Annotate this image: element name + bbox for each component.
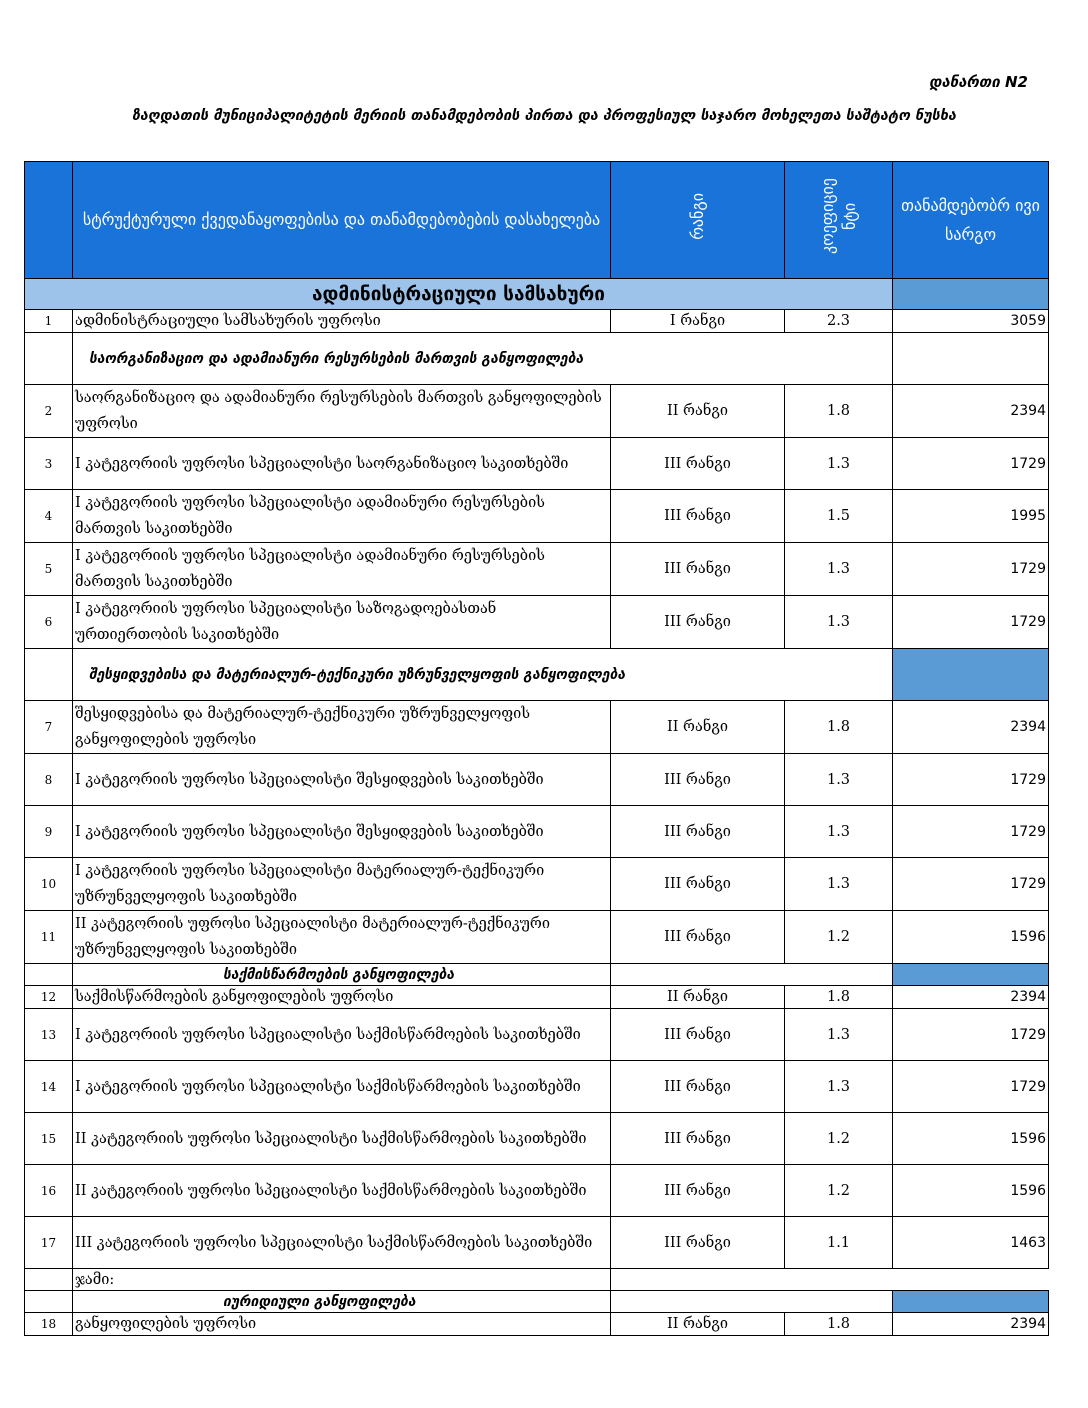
position-name: I კატეგორიის უფროსი სპეციალისტი საორგანიზაციო საკითხებში bbox=[73, 438, 611, 490]
position-rank: I რანგი bbox=[611, 310, 785, 333]
position-coefficient: 1.3 bbox=[785, 806, 893, 858]
row-number: 13 bbox=[25, 1009, 73, 1061]
position-name: II კატეგორიის უფროსი სპეციალისტი საქმისწარმოების საკითხებში bbox=[73, 1113, 611, 1165]
position-coefficient: 2.3 bbox=[785, 310, 893, 333]
position-salary: 1729 bbox=[893, 543, 1049, 596]
row-number: 11 bbox=[25, 911, 73, 964]
row-number: 8 bbox=[25, 754, 73, 806]
total-label: ჯამი: bbox=[73, 1269, 611, 1291]
position-rank: II რანგი bbox=[611, 986, 785, 1009]
table-row bbox=[25, 310, 1049, 333]
header-coef-label: კოეფიციე ნტი bbox=[817, 178, 859, 254]
row-number: 15 bbox=[25, 1113, 73, 1165]
position-rank: II რანგი bbox=[611, 701, 785, 754]
section-title: შესყიდვებისა და მატერიალურ-ტექნიკური უზრუნველყოფის განყოფილება bbox=[73, 649, 893, 701]
position-name: I კატეგორიის უფროსი სპეციალისტი მატერიალურ-ტექნიკური უზრუნველყოფის საკითხებში bbox=[73, 858, 611, 911]
position-salary: 1729 bbox=[893, 1009, 1049, 1061]
position-salary: 2394 bbox=[893, 1313, 1049, 1336]
position-coefficient: 1.2 bbox=[785, 911, 893, 964]
position-coefficient: 1.3 bbox=[785, 858, 893, 911]
position-salary: 1729 bbox=[893, 858, 1049, 911]
position-salary: 1729 bbox=[893, 1061, 1049, 1113]
position-rank: III რანგი bbox=[611, 858, 785, 911]
position-salary: 1463 bbox=[893, 1217, 1049, 1269]
position-rank: II რანგი bbox=[611, 385, 785, 438]
position-name: ადმინისტრაციული სამსახურის უფროსი bbox=[73, 310, 611, 333]
table-row bbox=[25, 1113, 1049, 1165]
position-rank: III რანგი bbox=[611, 490, 785, 543]
position-coefficient: 1.3 bbox=[785, 754, 893, 806]
position-coefficient: 1.8 bbox=[785, 701, 893, 754]
position-rank: III რანგი bbox=[611, 596, 785, 649]
position-name: საორგანიზაციო და ადამიანური რესურსების მართვის განყოფილების უფროსი bbox=[73, 385, 611, 438]
total-row bbox=[25, 1269, 1049, 1291]
table-row bbox=[25, 385, 1049, 438]
row-number: 10 bbox=[25, 858, 73, 911]
position-coefficient: 1.8 bbox=[785, 1313, 893, 1336]
service-title: ადმინისტრაციული სამსახური bbox=[25, 279, 893, 310]
header-rank bbox=[611, 162, 785, 279]
position-rank: III რანგი bbox=[611, 1009, 785, 1061]
position-salary: 1596 bbox=[893, 1165, 1049, 1217]
section-number-cell bbox=[25, 964, 73, 986]
row-number: 1 bbox=[25, 310, 73, 333]
header-number bbox=[25, 162, 73, 279]
position-coefficient: 1.5 bbox=[785, 490, 893, 543]
row-number: 6 bbox=[25, 596, 73, 649]
section-empty-cell bbox=[611, 1291, 893, 1313]
section-title: იურიდიული განყოფილება bbox=[73, 1291, 611, 1313]
section-number-cell bbox=[25, 333, 73, 385]
position-rank: II რანგი bbox=[611, 1313, 785, 1336]
section-number-cell bbox=[25, 649, 73, 701]
table-header-row bbox=[25, 162, 1049, 279]
position-rank: III რანგი bbox=[611, 438, 785, 490]
position-salary: 1729 bbox=[893, 806, 1049, 858]
table-row bbox=[25, 701, 1049, 754]
table-row bbox=[25, 806, 1049, 858]
document-title: ზაღდათის მუნიციპალიტეტის მერიის თანამდებობის პირთა და პროფესიულ საჯარო მოხელეთა საშტატო ნუსხა bbox=[131, 108, 957, 124]
position-name: I კატეგორიის უფროსი სპეციალისტი შესყიდვების საკითხებში bbox=[73, 806, 611, 858]
position-rank: III რანგი bbox=[611, 911, 785, 964]
position-salary: 1729 bbox=[893, 596, 1049, 649]
section-row bbox=[25, 333, 1049, 385]
section-salary-cell bbox=[893, 964, 1049, 986]
table-row bbox=[25, 1165, 1049, 1217]
position-coefficient: 1.8 bbox=[785, 986, 893, 1009]
position-salary: 3059 bbox=[893, 310, 1049, 333]
position-rank: III რანგი bbox=[611, 806, 785, 858]
position-name: განყოფილების უფროსი bbox=[73, 1313, 611, 1336]
table-row bbox=[25, 1313, 1049, 1336]
row-number: 18 bbox=[25, 1313, 73, 1336]
row-number: 14 bbox=[25, 1061, 73, 1113]
row-number: 17 bbox=[25, 1217, 73, 1269]
position-name: I კატეგორიის უფროსი სპეციალისტი საზოგადოებასთან ურთიერთობის საკითხებში bbox=[73, 596, 611, 649]
total-empty-cell bbox=[611, 1269, 1049, 1291]
section-row bbox=[25, 1291, 1049, 1313]
position-rank: III რანგი bbox=[611, 1165, 785, 1217]
position-coefficient: 1.3 bbox=[785, 1061, 893, 1113]
row-number: 3 bbox=[25, 438, 73, 490]
position-name: საქმისწარმოების განყოფილების უფროსი bbox=[73, 986, 611, 1009]
position-name: I კატეგორიის უფროსი სპეციალისტი საქმისწარმოების საკითხებში bbox=[73, 1061, 611, 1113]
service-row bbox=[25, 279, 1049, 310]
table-row bbox=[25, 543, 1049, 596]
row-number: 7 bbox=[25, 701, 73, 754]
table-row bbox=[25, 596, 1049, 649]
section-title: საორგანიზაციო და ადამიანური რესურსების მართვის განყოფილება bbox=[73, 333, 893, 385]
table-row bbox=[25, 858, 1049, 911]
section-salary-cell bbox=[893, 1291, 1049, 1313]
header-name: სტრუქტურული ქვედანაყოფებისა და თანამდებობების დასახელება bbox=[73, 162, 611, 279]
section-row bbox=[25, 649, 1049, 701]
position-salary: 2394 bbox=[893, 986, 1049, 1009]
position-salary: 1729 bbox=[893, 438, 1049, 490]
row-number: 12 bbox=[25, 986, 73, 1009]
table-row bbox=[25, 1009, 1049, 1061]
table-row bbox=[25, 1061, 1049, 1113]
position-salary: 2394 bbox=[893, 701, 1049, 754]
position-coefficient: 1.3 bbox=[785, 438, 893, 490]
header-coef bbox=[785, 162, 893, 279]
position-rank: III რანგი bbox=[611, 754, 785, 806]
position-coefficient: 1.1 bbox=[785, 1217, 893, 1269]
row-number: 2 bbox=[25, 385, 73, 438]
row-number: 16 bbox=[25, 1165, 73, 1217]
table-row bbox=[25, 754, 1049, 806]
staff-table bbox=[24, 161, 1049, 1336]
position-coefficient: 1.3 bbox=[785, 596, 893, 649]
table-row bbox=[25, 986, 1049, 1009]
table-row bbox=[25, 911, 1049, 964]
position-name: I კატეგორიის უფროსი სპეციალისტი ადამიანური რესურსების მართვის საკითხებში bbox=[73, 543, 611, 596]
table-row bbox=[25, 490, 1049, 543]
table-row bbox=[25, 438, 1049, 490]
position-coefficient: 1.3 bbox=[785, 1009, 893, 1061]
total-number-cell bbox=[25, 1269, 73, 1291]
section-salary-cell bbox=[893, 333, 1049, 385]
header-rank-label: რანგი bbox=[687, 192, 707, 240]
position-salary: 1729 bbox=[893, 754, 1049, 806]
position-name: შესყიდვებისა და მატერიალურ-ტექნიკური უზრუნველყოფის განყოფილების უფროსი bbox=[73, 701, 611, 754]
position-coefficient: 1.2 bbox=[785, 1113, 893, 1165]
position-name: III კატეგორიის უფროსი სპეციალისტი საქმისწარმოების საკითხებში bbox=[73, 1217, 611, 1269]
section-empty-cell bbox=[611, 964, 893, 986]
position-salary: 1995 bbox=[893, 490, 1049, 543]
section-row bbox=[25, 964, 1049, 986]
annex-label: დანართი N2 bbox=[928, 73, 1028, 91]
position-coefficient: 1.8 bbox=[785, 385, 893, 438]
row-number: 4 bbox=[25, 490, 73, 543]
section-number-cell bbox=[25, 1291, 73, 1313]
position-coefficient: 1.2 bbox=[785, 1165, 893, 1217]
position-salary: 1596 bbox=[893, 1113, 1049, 1165]
position-name: II კატეგორიის უფროსი სპეციალისტი მატერიალურ-ტექნიკური უზრუნველყოფის საკითხებში bbox=[73, 911, 611, 964]
service-salary-cell bbox=[893, 279, 1049, 310]
position-rank: III რანგი bbox=[611, 1217, 785, 1269]
position-rank: III რანგი bbox=[611, 543, 785, 596]
position-salary: 1596 bbox=[893, 911, 1049, 964]
position-coefficient: 1.3 bbox=[785, 543, 893, 596]
row-number: 5 bbox=[25, 543, 73, 596]
row-number: 9 bbox=[25, 806, 73, 858]
section-salary-cell bbox=[893, 649, 1049, 701]
position-salary: 2394 bbox=[893, 385, 1049, 438]
section-title: საქმისწარმოების განყოფილება bbox=[73, 964, 611, 986]
position-rank: III რანგი bbox=[611, 1061, 785, 1113]
header-salary: თანამდებობრ ივი სარგო bbox=[893, 162, 1049, 279]
table-row bbox=[25, 1217, 1049, 1269]
position-name: II კატეგორიის უფროსი სპეციალისტი საქმისწარმოების საკითხებში bbox=[73, 1165, 611, 1217]
position-name: I კატეგორიის უფროსი სპეციალისტი საქმისწარმოების საკითხებში bbox=[73, 1009, 611, 1061]
position-name: I კატეგორიის უფროსი სპეციალისტი ადამიანური რესურსების მართვის საკითხებში bbox=[73, 490, 611, 543]
position-name: I კატეგორიის უფროსი სპეციალისტი შესყიდვების საკითხებში bbox=[73, 754, 611, 806]
position-rank: III რანგი bbox=[611, 1113, 785, 1165]
